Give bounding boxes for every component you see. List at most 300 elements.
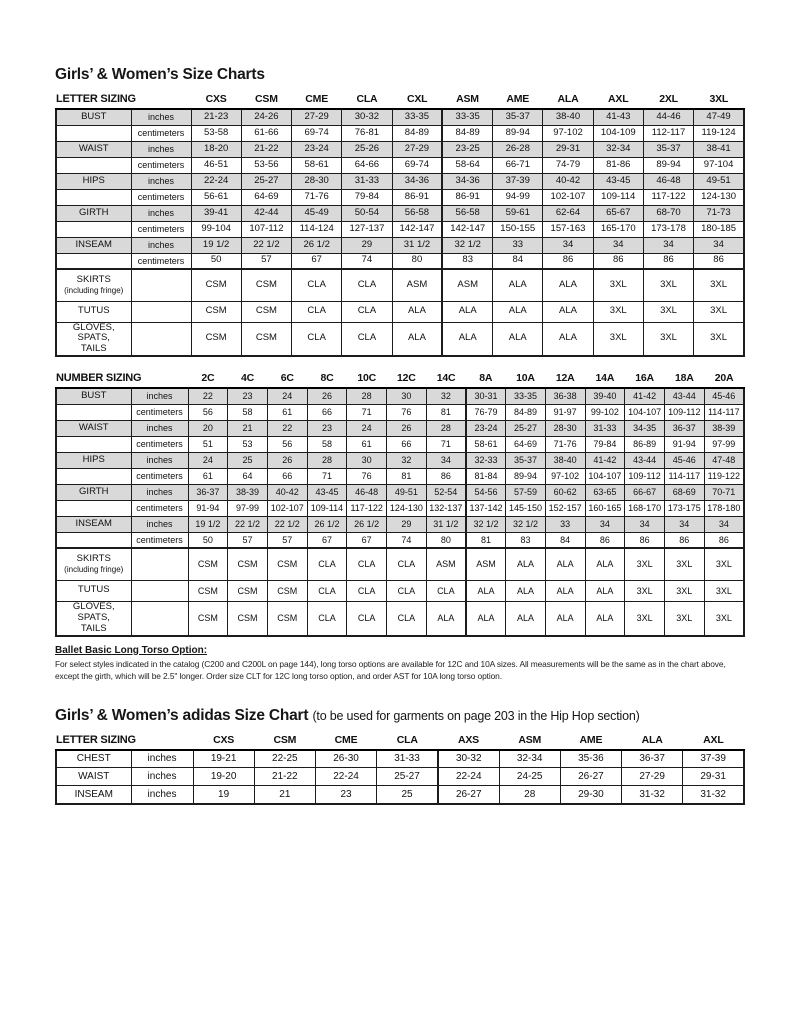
size-cell: 58-64 (442, 157, 492, 173)
size-cell: 18-20 (191, 141, 241, 157)
size-cell: CLA (347, 548, 387, 580)
size-cell: 102-107 (267, 500, 307, 516)
size-cell: 145-150 (506, 500, 546, 516)
size-cell: 42-44 (241, 205, 291, 221)
size-cell: CSM (188, 548, 228, 580)
table-row (56, 404, 744, 420)
size-cell: ALA (493, 301, 543, 322)
size-cell: 28 (347, 388, 387, 404)
size-cell: 32-34 (499, 750, 560, 768)
unit-label: inches (131, 420, 188, 436)
column-header-3xl: 3XL (694, 91, 744, 109)
size-cell: 26 (267, 452, 307, 468)
table-row (56, 516, 744, 532)
size-cell: 97-104 (694, 157, 744, 173)
size-cell: 91-94 (188, 500, 228, 516)
size-cell: CLA (292, 322, 342, 356)
row-label: SKIRTS (including fringe) (56, 548, 131, 580)
size-cell: 56-58 (442, 205, 492, 221)
size-cell: 49-51 (694, 173, 744, 189)
size-cell: 104-107 (625, 404, 665, 420)
size-cell: 94-99 (493, 189, 543, 205)
size-cell: 66-67 (625, 484, 665, 500)
row-label (56, 253, 131, 269)
size-cell: ALA (442, 322, 492, 356)
size-cell: 36-37 (188, 484, 228, 500)
unit-label: inches (131, 173, 191, 189)
size-cell: CSM (191, 269, 241, 301)
size-cell: 3XL (704, 548, 744, 580)
size-cell: 35-37 (506, 452, 546, 468)
size-cell: 37-39 (493, 173, 543, 189)
size-cell: 22-25 (254, 750, 315, 768)
row-label (56, 468, 131, 484)
size-cell: 67 (347, 532, 387, 548)
size-cell: 59-61 (493, 205, 543, 221)
size-cell: 152-157 (545, 500, 585, 516)
size-cell: 80 (426, 532, 466, 548)
size-cell: 60-62 (545, 484, 585, 500)
corner-label: NUMBER SIZING (56, 370, 188, 388)
size-cell: 112-117 (643, 125, 693, 141)
unit-label: inches (131, 786, 193, 804)
table-row (56, 109, 744, 125)
size-cell: 76 (347, 468, 387, 484)
size-cell: CLA (347, 580, 387, 601)
size-cell: CLA (387, 548, 427, 580)
size-cell: 160-165 (585, 500, 625, 516)
size-cell: 68-70 (643, 205, 693, 221)
size-cell: 86-89 (625, 436, 665, 452)
unit-label: centimeters (131, 532, 188, 548)
size-cell: 21 (254, 786, 315, 804)
size-cell: 119-122 (704, 468, 744, 484)
size-cell: 34-35 (625, 420, 665, 436)
size-cell: 34-36 (442, 173, 492, 189)
column-header-10c: 10C (347, 370, 387, 388)
corner-label: LETTER SIZING (56, 91, 191, 109)
size-cell: 61 (347, 436, 387, 452)
size-cell: CSM (241, 269, 291, 301)
row-label (56, 221, 131, 237)
size-cell: 57 (241, 253, 291, 269)
size-cell: 31-33 (342, 173, 392, 189)
size-cell: 56-61 (191, 189, 241, 205)
size-cell: 21-23 (191, 109, 241, 125)
size-cell: 64-69 (506, 436, 546, 452)
size-cell: 3XL (643, 322, 693, 356)
size-cell: 64-69 (241, 189, 291, 205)
size-cell: 28 (307, 452, 347, 468)
size-cell: ALA (585, 548, 625, 580)
size-cell: 21-22 (241, 141, 291, 157)
size-cell: 71-76 (545, 436, 585, 452)
table-row (56, 125, 744, 141)
unit-label (131, 580, 188, 601)
size-cell: 19-20 (193, 768, 254, 786)
size-cell: 3XL (643, 301, 693, 322)
size-cell: 69-74 (392, 157, 442, 173)
size-cell: 84-89 (506, 404, 546, 420)
table-row (56, 750, 744, 768)
row-label: TUTUS (56, 301, 131, 322)
size-cell: 23-25 (442, 141, 492, 157)
size-cell: 34 (543, 237, 593, 253)
size-cell: 91-97 (545, 404, 585, 420)
size-cell: 32-33 (466, 452, 506, 468)
row-label (56, 404, 131, 420)
size-cell: ALA (506, 580, 546, 601)
size-cell: 46-48 (643, 173, 693, 189)
size-cell: 86 (593, 253, 643, 269)
size-cell: 52-54 (426, 484, 466, 500)
size-cell: 89-94 (643, 157, 693, 173)
size-cell: 3XL (694, 322, 744, 356)
size-cell: 104-107 (585, 468, 625, 484)
size-cell: 47-48 (704, 452, 744, 468)
size-cell: 3XL (593, 322, 643, 356)
size-cell: 23-24 (292, 141, 342, 157)
size-cell: 23 (307, 420, 347, 436)
column-header-12c: 12C (387, 370, 427, 388)
size-cell: 36-38 (545, 388, 585, 404)
size-cell: 40-42 (267, 484, 307, 500)
size-cell: 97-102 (545, 468, 585, 484)
size-cell: ASM (392, 269, 442, 301)
size-cell: 32 1/2 (466, 516, 506, 532)
unit-label: inches (131, 484, 188, 500)
size-cell: 43-45 (307, 484, 347, 500)
column-header-cme: CME (315, 732, 376, 750)
size-cell: 70-71 (704, 484, 744, 500)
size-cell: CSM (267, 548, 307, 580)
size-cell: ALA (493, 269, 543, 301)
size-cell: 35-37 (493, 109, 543, 125)
size-cell: CSM (241, 301, 291, 322)
unit-label: centimeters (131, 500, 188, 516)
size-cell: 34 (593, 237, 643, 253)
size-cell: 34 (625, 516, 665, 532)
size-cell: 117-122 (347, 500, 387, 516)
table-row (56, 580, 744, 601)
size-cell: 86 (426, 468, 466, 484)
row-label (56, 500, 131, 516)
size-cell: 50 (191, 253, 241, 269)
size-cell: 41-42 (585, 452, 625, 468)
column-header-asm: ASM (499, 732, 560, 750)
column-header-10a: 10A (506, 370, 546, 388)
row-label (56, 436, 131, 452)
size-cell: 29-31 (683, 768, 744, 786)
size-cell: 32-34 (593, 141, 643, 157)
size-cell: 109-114 (593, 189, 643, 205)
size-cell: 61 (188, 468, 228, 484)
unit-label: inches (131, 452, 188, 468)
size-cell: 83 (442, 253, 492, 269)
table-row (56, 221, 744, 237)
size-cell: 34 (585, 516, 625, 532)
size-cell: 3XL (694, 301, 744, 322)
size-cell: 76 (387, 404, 427, 420)
size-cell: 86 (625, 532, 665, 548)
size-cell: 173-178 (643, 221, 693, 237)
size-cell: 31-33 (585, 420, 625, 436)
size-cell: ASM (442, 269, 492, 301)
letter-sizing-table (55, 91, 745, 357)
size-cell: 30-31 (466, 388, 506, 404)
size-cell: CLA (292, 269, 342, 301)
size-cell: 21 (228, 420, 268, 436)
size-cell: CSM (228, 548, 268, 580)
size-cell: ASM (466, 548, 506, 580)
table-row (56, 548, 744, 580)
size-cell: CSM (228, 601, 268, 635)
size-cell: ALA (466, 580, 506, 601)
size-cell: CSM (188, 601, 228, 635)
size-cell: ALA (392, 301, 442, 322)
table-row (56, 436, 744, 452)
size-cell: 30 (387, 388, 427, 404)
size-cell: 34 (704, 516, 744, 532)
size-cell: 26 1/2 (307, 516, 347, 532)
size-cell: 34 (643, 237, 693, 253)
size-cell: 30 (347, 452, 387, 468)
size-cell: 71 (307, 468, 347, 484)
size-cell: 38-41 (694, 141, 744, 157)
size-cell: 22 (188, 388, 228, 404)
size-cell: 79-84 (342, 189, 392, 205)
size-cell: 31-32 (622, 786, 683, 804)
size-cell: 64 (228, 468, 268, 484)
size-cell: 38-39 (228, 484, 268, 500)
size-cell: 47-49 (694, 109, 744, 125)
size-cell: 65-67 (593, 205, 643, 221)
size-cell: 36-37 (622, 750, 683, 768)
size-cell: 127-137 (342, 221, 392, 237)
ballet-long-torso-note (55, 645, 745, 682)
size-cell: 26 (387, 420, 427, 436)
size-cell: 3XL (625, 601, 665, 635)
size-cell: CSM (241, 322, 291, 356)
column-header-20a: 20A (704, 370, 744, 388)
size-cell: 33-35 (392, 109, 442, 125)
table-row (56, 468, 744, 484)
size-cell: 22-24 (315, 768, 376, 786)
size-cell: 24 (267, 388, 307, 404)
size-cell: ALA (426, 601, 466, 635)
size-cell: 38-39 (704, 420, 744, 436)
size-cell: 104-109 (593, 125, 643, 141)
size-cell: CLA (292, 301, 342, 322)
size-cell: 69-74 (292, 125, 342, 141)
size-cell: ALA (506, 548, 546, 580)
column-header-cme: CME (292, 91, 342, 109)
size-cell: 49-51 (387, 484, 427, 500)
row-label: GIRTH (56, 205, 131, 221)
size-cell: 86 (585, 532, 625, 548)
size-cell: 97-99 (704, 436, 744, 452)
size-cell: CLA (307, 580, 347, 601)
size-cell: 22 (267, 420, 307, 436)
column-header-axs: AXS (438, 732, 499, 750)
table-row (56, 532, 744, 548)
size-cell: ALA (543, 301, 593, 322)
size-cell: 46-48 (347, 484, 387, 500)
size-cell: 57 (228, 532, 268, 548)
size-cell: 67 (292, 253, 342, 269)
size-cell: 19 1/2 (191, 237, 241, 253)
size-cell: 31-33 (377, 750, 438, 768)
size-cell: 43-44 (664, 388, 704, 404)
size-cell: 83 (506, 532, 546, 548)
size-cell: 89-94 (506, 468, 546, 484)
size-cell: 173-175 (664, 500, 704, 516)
size-cell: 142-147 (392, 221, 442, 237)
size-cell: 53 (228, 436, 268, 452)
size-cell: 178-180 (704, 500, 744, 516)
unit-label: centimeters (131, 125, 191, 141)
size-cell: 19 1/2 (188, 516, 228, 532)
size-cell: CSM (267, 580, 307, 601)
row-label: HIPS (56, 452, 131, 468)
size-cell: 41-42 (625, 388, 665, 404)
size-cell: 3XL (664, 580, 704, 601)
size-cell: 45-49 (292, 205, 342, 221)
size-cell: 3XL (593, 269, 643, 301)
table-row (56, 205, 744, 221)
size-cell: 109-112 (664, 404, 704, 420)
size-cell: 63-65 (585, 484, 625, 500)
unit-label: inches (131, 516, 188, 532)
size-cell: 84 (493, 253, 543, 269)
row-label: HIPS (56, 173, 131, 189)
size-cell: 37-39 (683, 750, 744, 768)
size-cell: 74 (387, 532, 427, 548)
column-header-8c: 8C (307, 370, 347, 388)
size-cell: 67 (307, 532, 347, 548)
size-cell: 27-29 (292, 109, 342, 125)
size-cell: ALA (466, 601, 506, 635)
size-cell: 114-117 (704, 404, 744, 420)
size-cell: 86 (694, 253, 744, 269)
size-cell: 24 (347, 420, 387, 436)
size-cell: 3XL (625, 580, 665, 601)
size-cell: 57 (267, 532, 307, 548)
size-cell: 124-130 (387, 500, 427, 516)
size-cell: 22 1/2 (267, 516, 307, 532)
size-cell: CLA (347, 601, 387, 635)
size-cell: 86 (704, 532, 744, 548)
unit-label: centimeters (131, 157, 191, 173)
unit-label (131, 269, 191, 301)
column-header-2xl: 2XL (643, 91, 693, 109)
size-cell: 71-73 (694, 205, 744, 221)
size-cell: 71 (426, 436, 466, 452)
size-cell: 20 (188, 420, 228, 436)
column-header-cxs: CXS (193, 732, 254, 750)
size-cell: 132-137 (426, 500, 466, 516)
size-cell: 23-24 (466, 420, 506, 436)
column-header-cla: CLA (342, 91, 392, 109)
size-cell: 26-30 (315, 750, 376, 768)
size-cell: 22-24 (191, 173, 241, 189)
row-label-line2: (including fringe) (64, 286, 124, 296)
size-cell: CLA (387, 580, 427, 601)
size-cell: 3XL (664, 601, 704, 635)
size-cell: 3XL (704, 580, 744, 601)
size-cell: 86 (664, 532, 704, 548)
table-row (56, 388, 744, 404)
column-header-ame: AME (493, 91, 543, 109)
size-cell: 50-54 (342, 205, 392, 221)
unit-label: centimeters (131, 189, 191, 205)
row-label: WAIST (56, 141, 131, 157)
column-header-asm: ASM (442, 91, 492, 109)
size-cell: 31-32 (683, 786, 744, 804)
size-cell: 3XL (704, 601, 744, 635)
size-cell: 68-69 (664, 484, 704, 500)
size-cell: 27-29 (622, 768, 683, 786)
size-cell: 117-122 (643, 189, 693, 205)
table-row (56, 420, 744, 436)
size-cell: 58 (307, 436, 347, 452)
size-cell: 66 (267, 468, 307, 484)
size-cell: 28 (499, 786, 560, 804)
size-cell: CLA (426, 580, 466, 601)
size-cell: 45-46 (664, 452, 704, 468)
row-label: GLOVES, SPATS, TAILS (56, 601, 131, 635)
size-cell: 24-26 (241, 109, 291, 125)
size-cell: ALA (585, 601, 625, 635)
size-cell: 50 (188, 532, 228, 548)
column-header-16a: 16A (625, 370, 665, 388)
size-cell: 71-76 (292, 189, 342, 205)
size-cell: 29 (342, 237, 392, 253)
size-cell: 45-46 (704, 388, 744, 404)
size-cell: 86 (643, 253, 693, 269)
size-cell: 53-56 (241, 157, 291, 173)
unit-label (131, 548, 188, 580)
size-cell: 58-61 (292, 157, 342, 173)
row-label (56, 189, 131, 205)
column-header-8a: 8A (466, 370, 506, 388)
size-cell: 32 (387, 452, 427, 468)
size-cell: 51 (188, 436, 228, 452)
size-cell: 26-27 (560, 768, 621, 786)
row-label: GLOVES, SPATS, TAILS (56, 322, 131, 356)
size-cell: 35-36 (560, 750, 621, 768)
size-cell: 81-86 (593, 157, 643, 173)
row-label-line2: (including fringe) (64, 565, 124, 575)
row-label: INSEAM (56, 237, 131, 253)
size-cell: 25-26 (342, 141, 392, 157)
size-cell: 19-21 (193, 750, 254, 768)
size-cell: 53-58 (191, 125, 241, 141)
size-cell: 142-147 (442, 221, 492, 237)
size-cell: 24-25 (499, 768, 560, 786)
size-cell: 27-29 (392, 141, 442, 157)
size-cell: 114-124 (292, 221, 342, 237)
size-cell: 180-185 (694, 221, 744, 237)
size-cell: 109-114 (307, 500, 347, 516)
row-label: INSEAM (56, 516, 131, 532)
size-cell: 34-36 (392, 173, 442, 189)
size-cell: 54-56 (466, 484, 506, 500)
size-cell: ALA (545, 601, 585, 635)
size-cell: 3XL (664, 548, 704, 580)
size-cell: 28-30 (545, 420, 585, 436)
size-cell: 29-31 (543, 141, 593, 157)
